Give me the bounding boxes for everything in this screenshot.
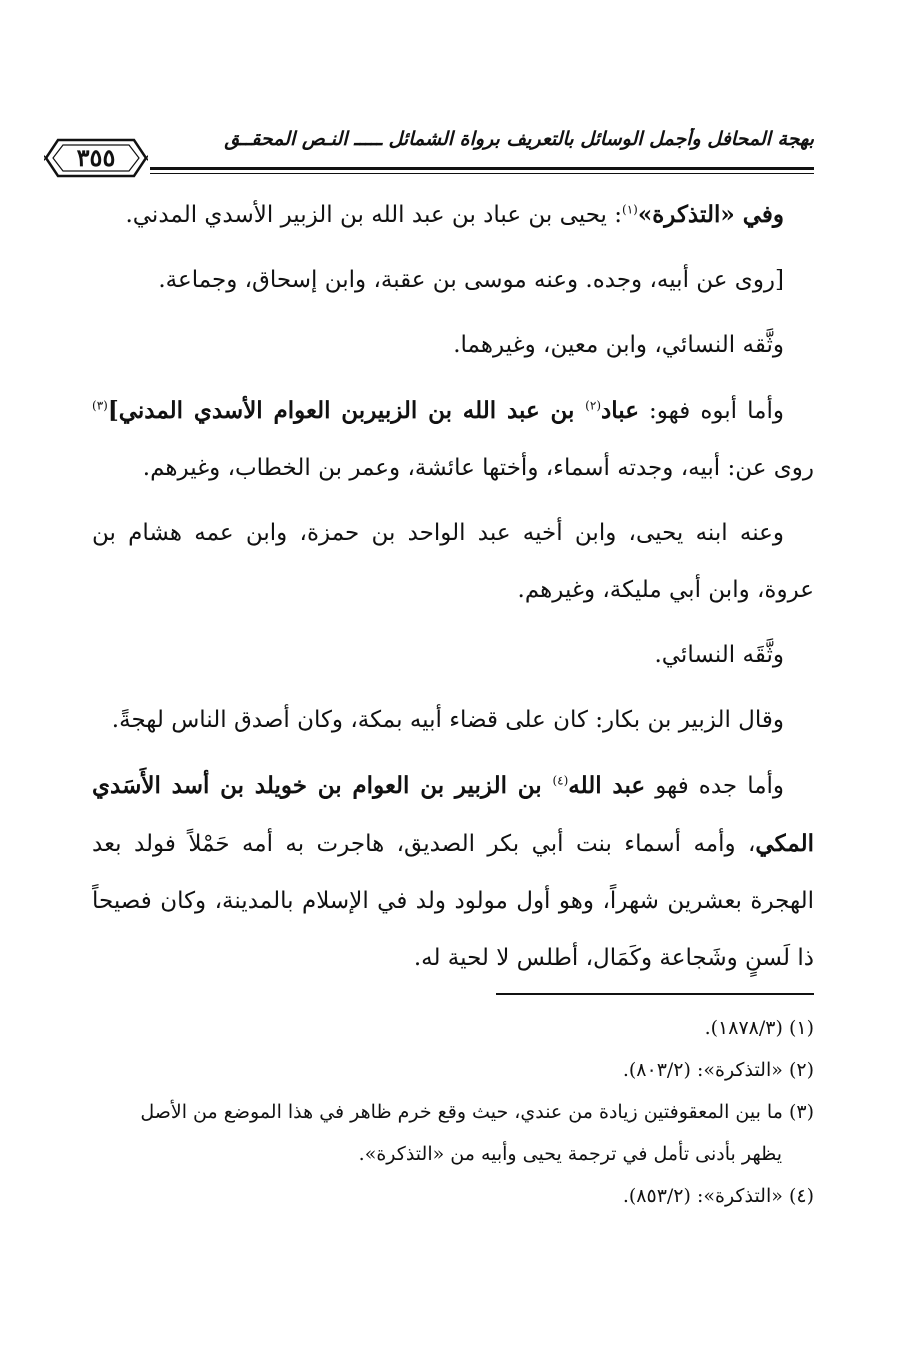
tadhkira-ref: وفي «التذكرة» — [637, 201, 784, 228]
footnote-ref-3[interactable]: (٣) — [92, 398, 108, 413]
footnote-text: ما بين المعقوفتين زيادة من عندي، حيث وقع خرم ظاهر في هذا الموضع من الأصل — [140, 1101, 783, 1123]
paragraph-1-text: : يحيى بن عباد بن عبد الله بن الزبير الأسدي المدني. — [125, 202, 623, 228]
footnote-number: (٣) — [788, 1101, 814, 1123]
paragraph-4-text: روى عن: أبيه، وجدته أسماء، وأختها عائشة، وعمر بن الخطاب، وغيرهم. — [142, 455, 814, 481]
paragraph-8 — [92, 757, 814, 987]
paragraph-1 — [92, 186, 814, 244]
paragraph-8-intro: وأما جده فهو — [645, 773, 785, 799]
footnote-ref-4[interactable]: (٤) — [552, 773, 569, 788]
footnote-3-continuation: يظهر بأدنى تأمل في ترجمة يحيى وأبيه من «التذكرة». — [358, 1143, 782, 1165]
footnote-ref-1[interactable]: (١) — [622, 202, 638, 217]
paragraph-5: وعنه ابنه يحيى، وابن أخيه عبد الواحد بن حمزة، وابن عمه هشام بن عروة، وابن أبي مليكة، وغيرهم. — [92, 520, 814, 603]
paragraph-4 — [92, 382, 814, 497]
name-abdullah-lineage: بن الزبير بن العوام بن خويلد بن أسد الأَسَدي المكي — [92, 772, 814, 857]
footnote-text: (١٨٧٨/٣). — [704, 1017, 783, 1039]
paragraph-2: [روى عن أبيه، وجده. وعنه موسى بن عقبة، وابن إسحاق، وجماعة. — [158, 267, 784, 293]
name-abbad-lineage: بن عبد الله بن الزبيربن العوام الأسدي المدني] — [107, 397, 586, 424]
footnote-text: «التذكرة»: (٨٠٣/٢). — [622, 1059, 783, 1081]
running-header-title: بهجة المحافل وأجمل الوسائل بالتعريف برواة الشمائل ـــــ النـص المحقــق — [224, 128, 814, 150]
header-rule-thin — [150, 173, 814, 174]
name-abbad: عباد — [601, 397, 639, 424]
footnote-text: «التذكرة»: (٨٥٣/٢). — [622, 1185, 783, 1207]
footnote-3 — [92, 1092, 814, 1132]
footnote-number: (٢) — [788, 1059, 814, 1081]
page-number: ٣٥٥ — [76, 143, 116, 172]
footnote-separator — [496, 993, 814, 995]
paragraph-4-intro: وأما أبوه فهو: — [638, 398, 784, 424]
page-number-badge — [44, 136, 148, 180]
name-abdullah: عبد الله — [568, 772, 646, 799]
footnote-2 — [92, 1050, 814, 1090]
paragraph-7: وقال الزبير بن بكار: كان على قضاء أبيه بمكة، وكان أصدق الناس لهجةً. — [111, 707, 784, 733]
footnote-number: (٤) — [788, 1185, 814, 1207]
main-text — [92, 186, 814, 995]
footnote-1 — [92, 1008, 814, 1048]
paragraph-3: وثَّقه النسائي، وابن معين، وغيرهما. — [453, 332, 784, 358]
footnote-ref-2[interactable]: (٢) — [585, 398, 601, 413]
header-rule — [150, 167, 814, 170]
paragraph-6: وثَّقَه النسائي. — [654, 642, 784, 668]
paragraph-8-text: ، وأمه أسماء بنت أبي بكر الصديق، هاجرت به أمه حَمْلاً فولد بعد الهجرة بعشرين شهراً، وهو أول مولود ولد في الإسلام بالمدينة، وكان فصيحاً ذا لَسنٍ وشَجاعة وكَمَال، أطلس لا لحية له. — [92, 831, 814, 971]
footnotes — [92, 1008, 814, 1218]
footnote-number: (١) — [788, 1017, 814, 1039]
footnote-4 — [92, 1176, 814, 1216]
